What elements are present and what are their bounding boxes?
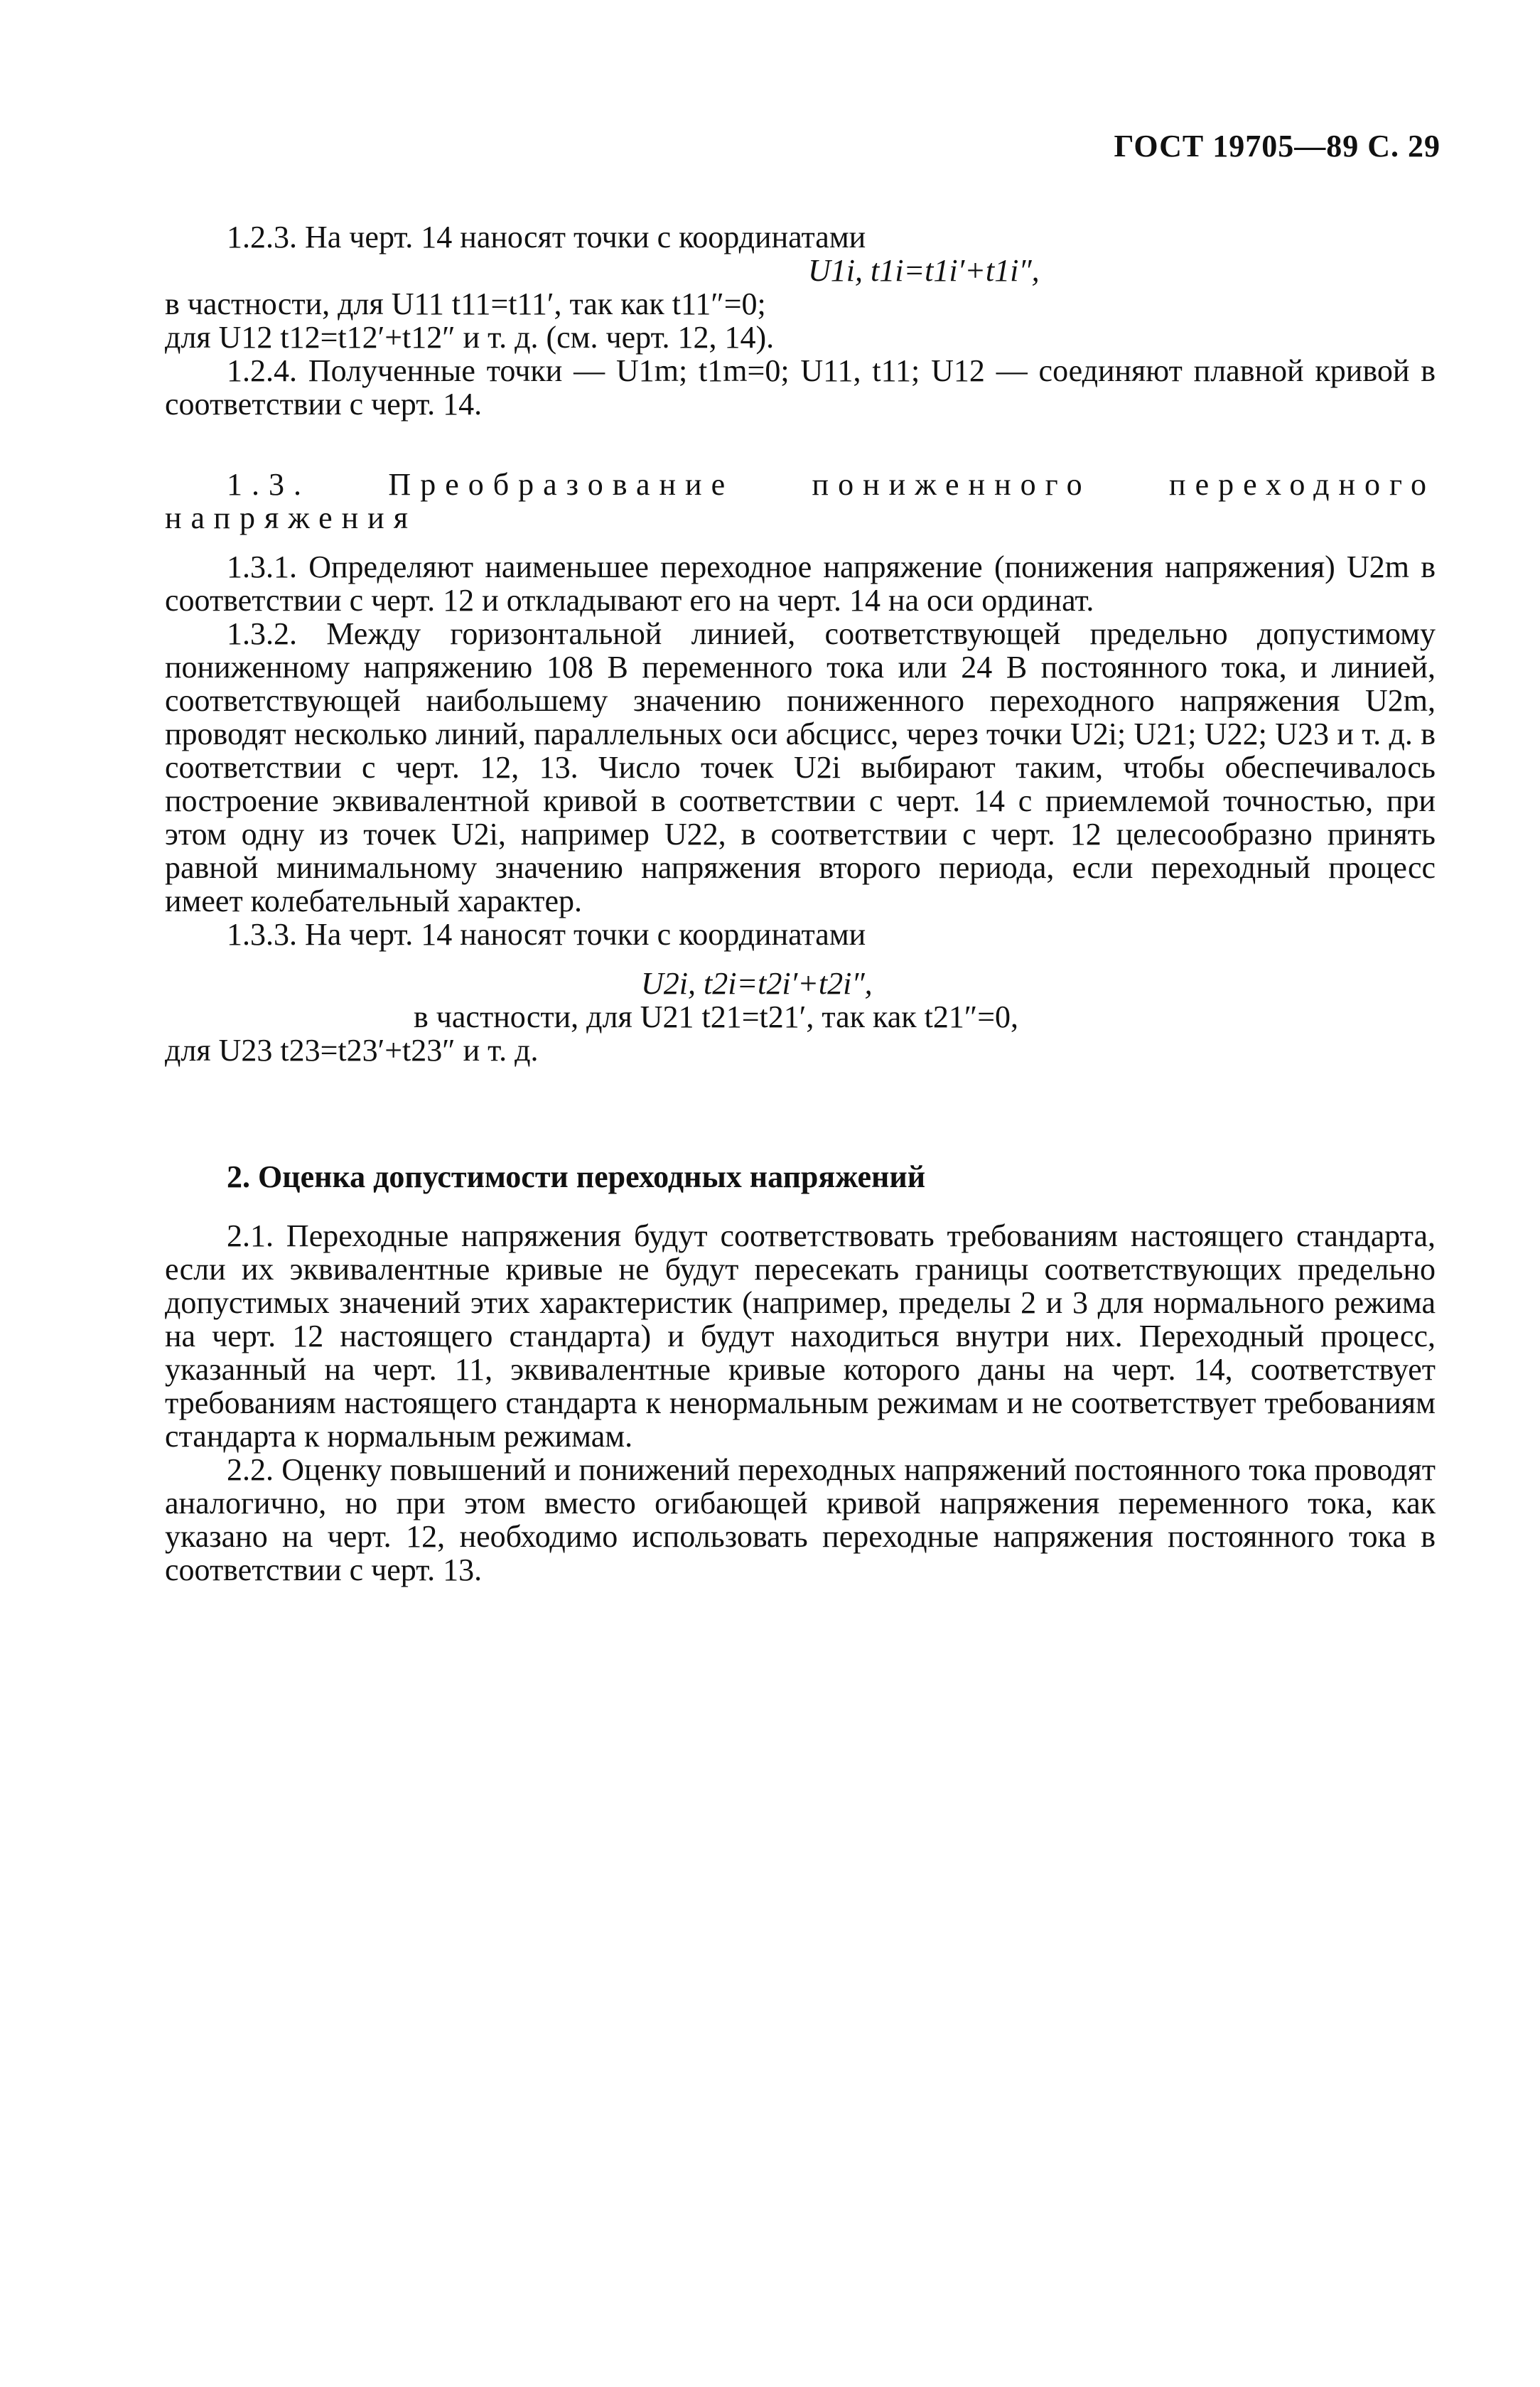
paragraph-1-3-1: 1.3.1. Определяют наименьшее переходное напряжение (понижения напряжения) U2m в соответствии с черт. 12 и откладывают его на черт. 14 на оси ординат. [165, 549, 1436, 618]
paragraph-1-2-4: 1.2.4. Полученные точки — U1m; t1m=0; U11, t11; U12 — соединяют плавной кривой в соответствии с черт. 14. [165, 353, 1436, 422]
paragraph-1-2-3-line2: в частности, для U11 t11=t11′, так как t11″=0; [165, 286, 766, 321]
paragraph-1-3-3-line2: в частности, для U21 t21=t21′, так как t21″=0, [414, 999, 1019, 1034]
page-header: ГОСТ 19705—89 С. 29 [1114, 129, 1441, 163]
paragraph-2-1: 2.1. Переходные напряжения будут соответствовать требованиям настоящего стандарта, если их эквивалентные кривые не будут пересекать границы соответствующих предельно допустимых значений этих характеристик (например, пределы 2 и 3 для нормального режима на черт. 12 настоящего стандарта) и будут находиться внутри них. Переходный процесс, указанный на черт. 11, эквивалентные кривые которого даны на черт. 14, соответствует требованиям настоящего стандарта к ненормальным режимам и не соответствует требованиям стандарта к нормальным режимам. [165, 1218, 1436, 1454]
section-2-heading-block [165, 1160, 1436, 1194]
section-1-2-3 [165, 220, 1436, 421]
paragraph-1-2-3-line3: для U12 t12=t12′+t12″ и т. д. (см. черт. 12, 14). [165, 320, 775, 355]
paragraph-1-2-3: 1.2.3. На черт. 14 наносят точки с координатами [227, 220, 866, 254]
formula-u2i: U2i, t2i=t2i′+t2i″, [641, 966, 873, 1001]
section-2 [165, 1219, 1436, 1587]
paragraph-1-3-3-line3: для U23 t23=t23′+t23″ и т. д. [165, 1033, 539, 1068]
paragraph-2-2: 2.2. Оценку повышений и понижений переходных напряжений постоянного тока проводят аналогично, но при этом вместо огибающей кривой напряжения переменного тока, как указано на черт. 12, необходимо использовать переходные напряжения постоянного тока в соответствии с черт. 13. [165, 1452, 1436, 1587]
section-1-3-heading: 1.3. Преобразование пониженного переходного напряжения [165, 467, 1436, 535]
paragraph-1-3-3: 1.3.3. На черт. 14 наносят точки с координатами [227, 917, 866, 952]
paragraph-1-3-2: 1.3.2. Между горизонтальной линией, соответствующей предельно допустимому пониженному напряжению 108 В переменного тока или 24 В постоянного тока, и линией, соответствующей наибольшему значению пониженного переходного напряжения U2m, проводят несколько линий, параллельных оси абсцисс, через точки U2i; U21; U22; U23 и т. д. в соответствии с черт. 12, 13. Число точек U2i выбирают таким, чтобы обеспечивалось построение эквивалентной кривой в соответствии с черт. 14 с приемлемой точностью, при этом одну из точек U2i, например U22, в соответствии с черт. 12 целесообразно принять равной минимальному значению напряжения второго периода, если переходный процесс имеет колебательный характер. [165, 616, 1436, 918]
section-2-heading: 2. Оценка допустимости переходных напряжений [227, 1159, 926, 1194]
section-1-3 [165, 468, 1436, 1067]
formula-u1i: U1i, t1i=t1i′+t1i″, [808, 253, 1040, 288]
